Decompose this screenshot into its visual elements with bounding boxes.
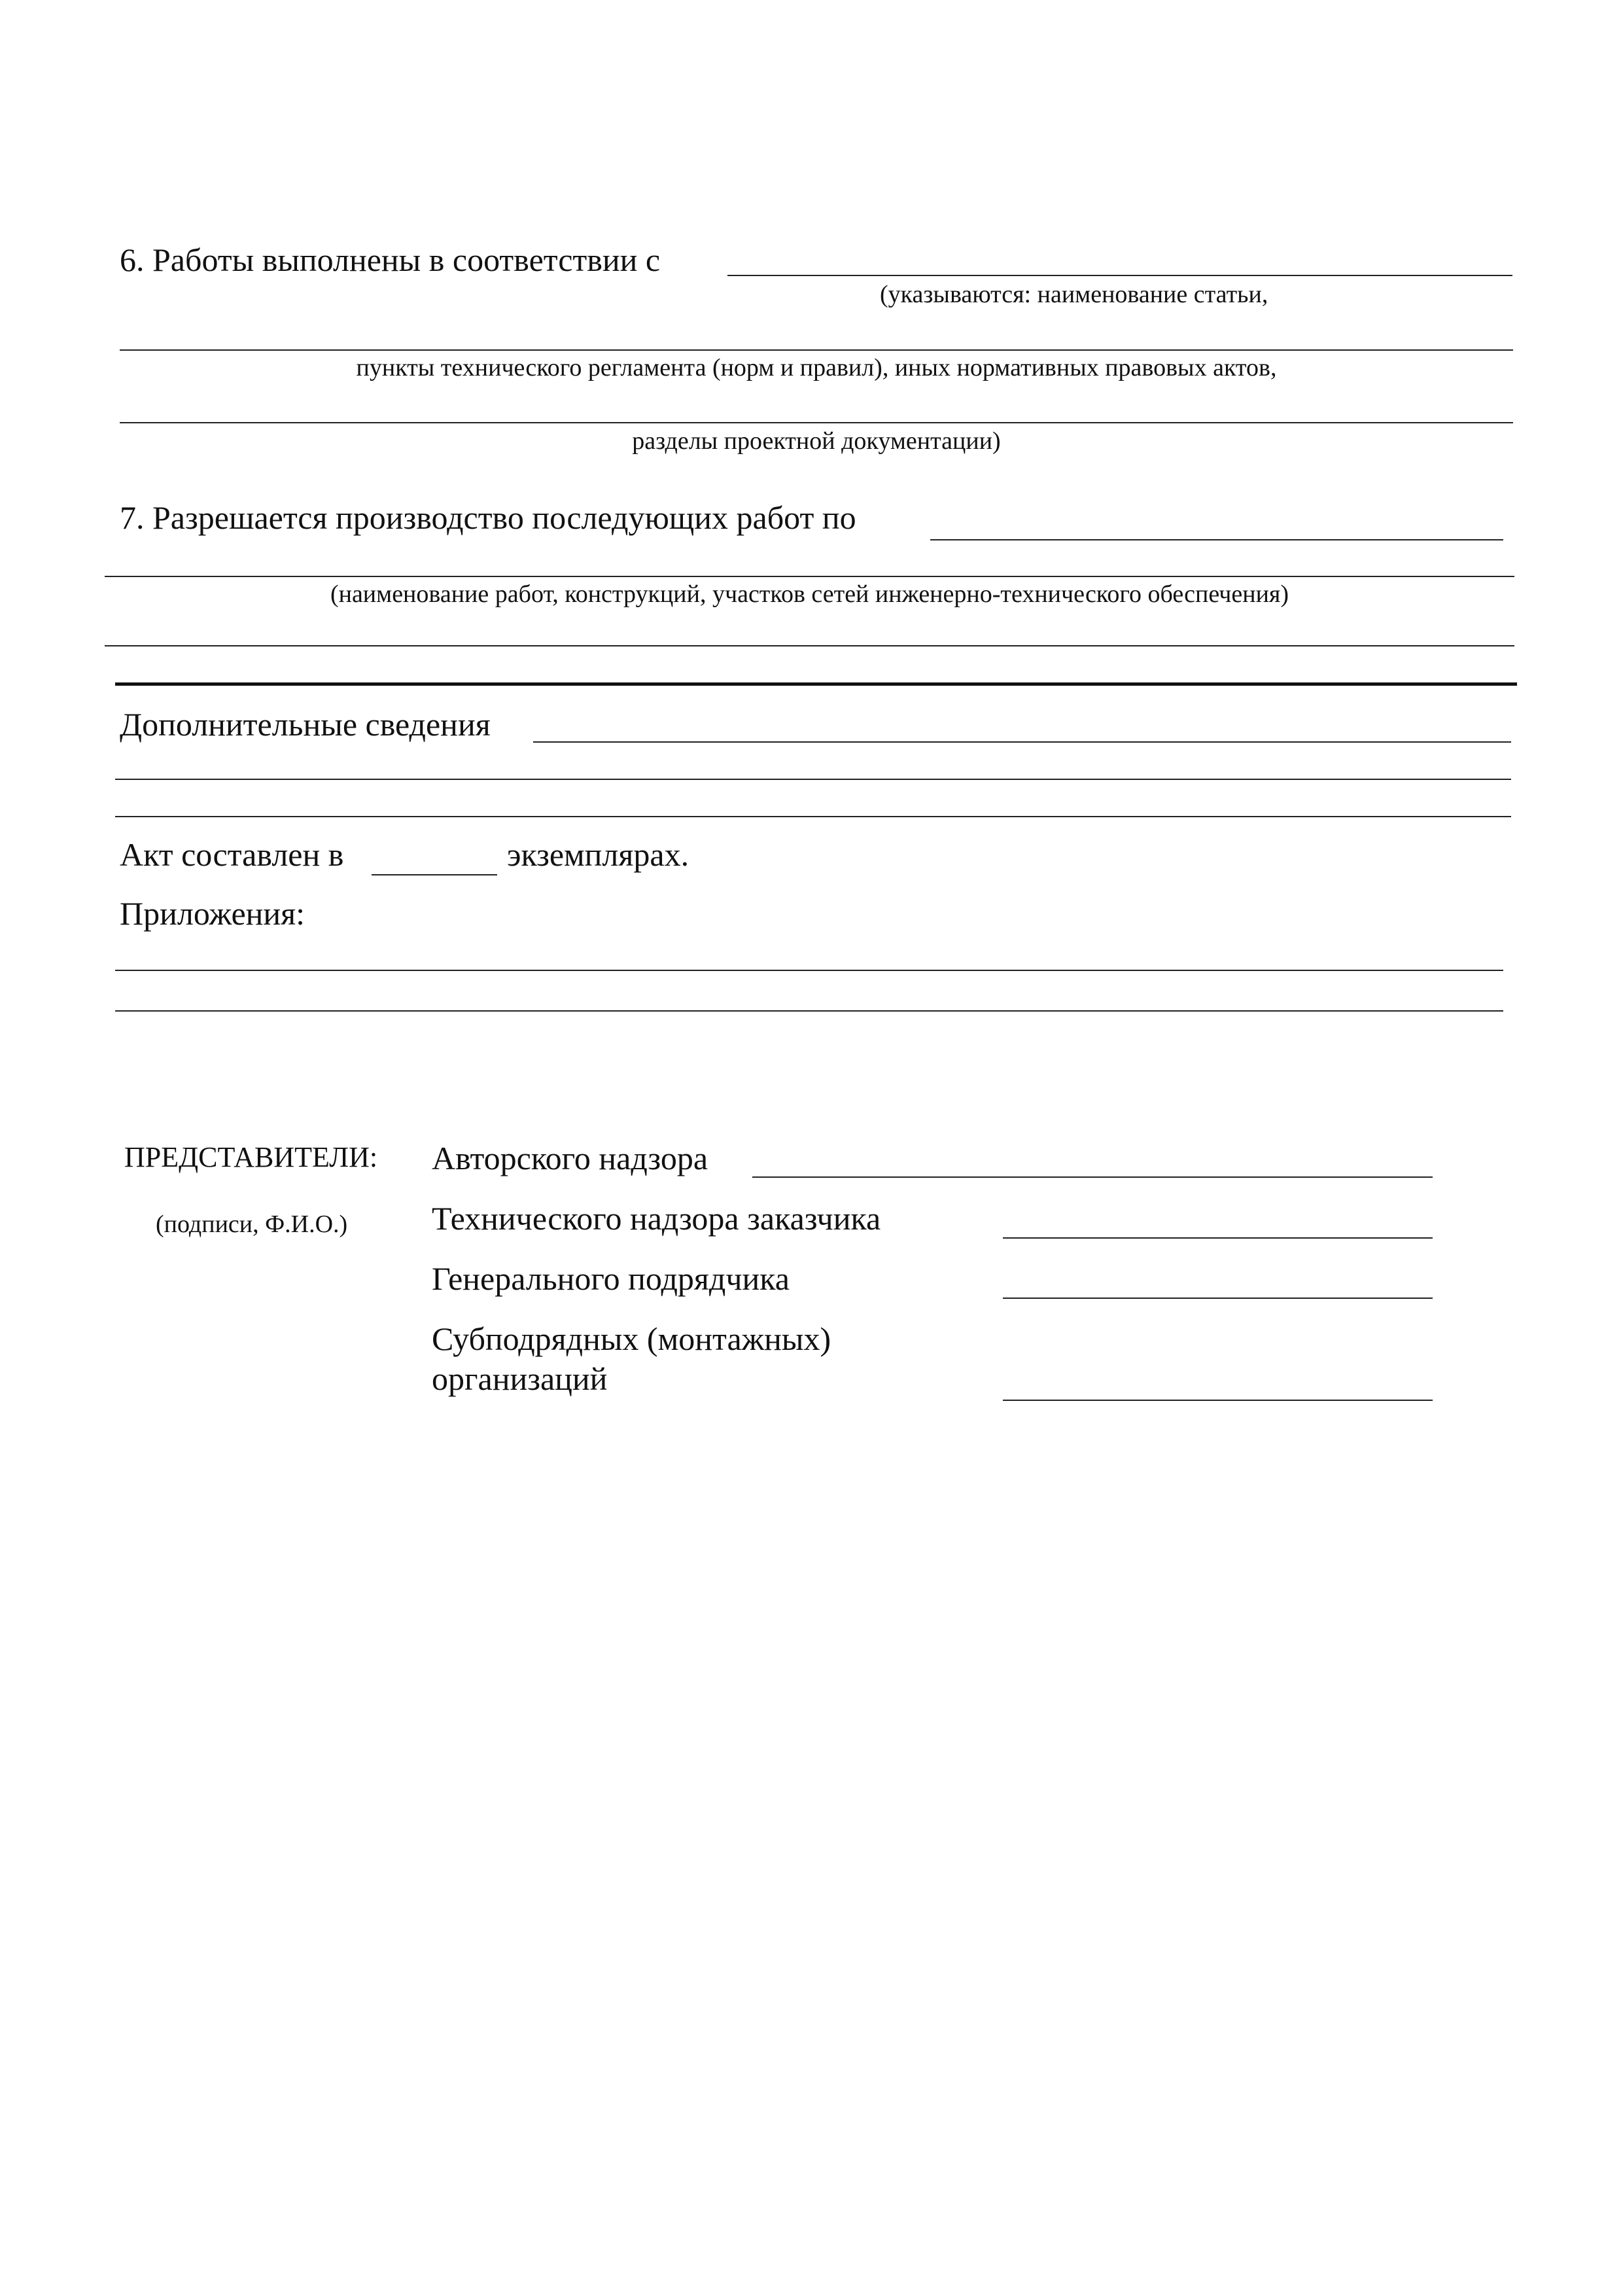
section-6-caption-2: пункты технического регламента (норм и правил), иных нормативных правовых актов, <box>356 354 1277 381</box>
section-6-caption-3: разделы проектной документации) <box>632 427 1001 455</box>
section-7-line-3[interactable] <box>105 645 1514 646</box>
role-subcontractor-line-2: организаций <box>432 1360 608 1397</box>
attachments-line-2[interactable] <box>115 1010 1503 1012</box>
section-6-field-line[interactable] <box>727 275 1512 276</box>
additional-info-line-2[interactable] <box>115 779 1511 780</box>
additional-info-label: Дополнительные сведения <box>120 706 491 743</box>
act-copies-suffix: экземплярах. <box>507 836 689 873</box>
role-author-supervision: Авторского надзора <box>432 1140 708 1176</box>
act-copies-prefix: Акт составлен в <box>120 836 344 873</box>
signature-line-subcontractors[interactable] <box>1003 1400 1433 1401</box>
signature-line-customer-technical-supervision[interactable] <box>1003 1237 1433 1239</box>
role-customer-technical-supervision: Технического надзора заказчика <box>432 1200 881 1237</box>
signature-line-author-supervision[interactable] <box>752 1176 1433 1178</box>
section-7-label: 7. Разрешается производство последующих работ по <box>120 499 856 536</box>
section-6-caption-1: (указываются: наименование статьи, <box>880 281 1268 308</box>
role-general-contractor: Генерального подрядчика <box>432 1260 790 1297</box>
representatives-heading: ПРЕДСТАВИТЕЛИ: <box>124 1141 378 1173</box>
attachments-label: Приложения: <box>120 895 305 932</box>
section-divider <box>115 682 1517 686</box>
additional-info-field-line[interactable] <box>533 741 1511 743</box>
section-6-line-2[interactable] <box>120 349 1513 351</box>
signature-line-general-contractor[interactable] <box>1003 1298 1433 1299</box>
signature-note: (подписи, Ф.И.О.) <box>156 1210 348 1238</box>
section-7-field-line[interactable] <box>930 539 1503 540</box>
additional-info-line-3[interactable] <box>115 816 1511 817</box>
role-subcontractor-line-1: Субподрядных (монтажных) <box>432 1320 831 1357</box>
section-7-line-2[interactable] <box>105 576 1514 577</box>
section-6-line-3[interactable] <box>120 422 1513 423</box>
attachments-line-1[interactable] <box>115 970 1503 971</box>
section-6-label: 6. Работы выполнены в соответствии с <box>120 241 661 278</box>
act-copies-field-line[interactable] <box>372 874 497 875</box>
section-7-caption: (наименование работ, конструкций, участков сетей инженерно-технического обеспечения) <box>330 580 1289 608</box>
